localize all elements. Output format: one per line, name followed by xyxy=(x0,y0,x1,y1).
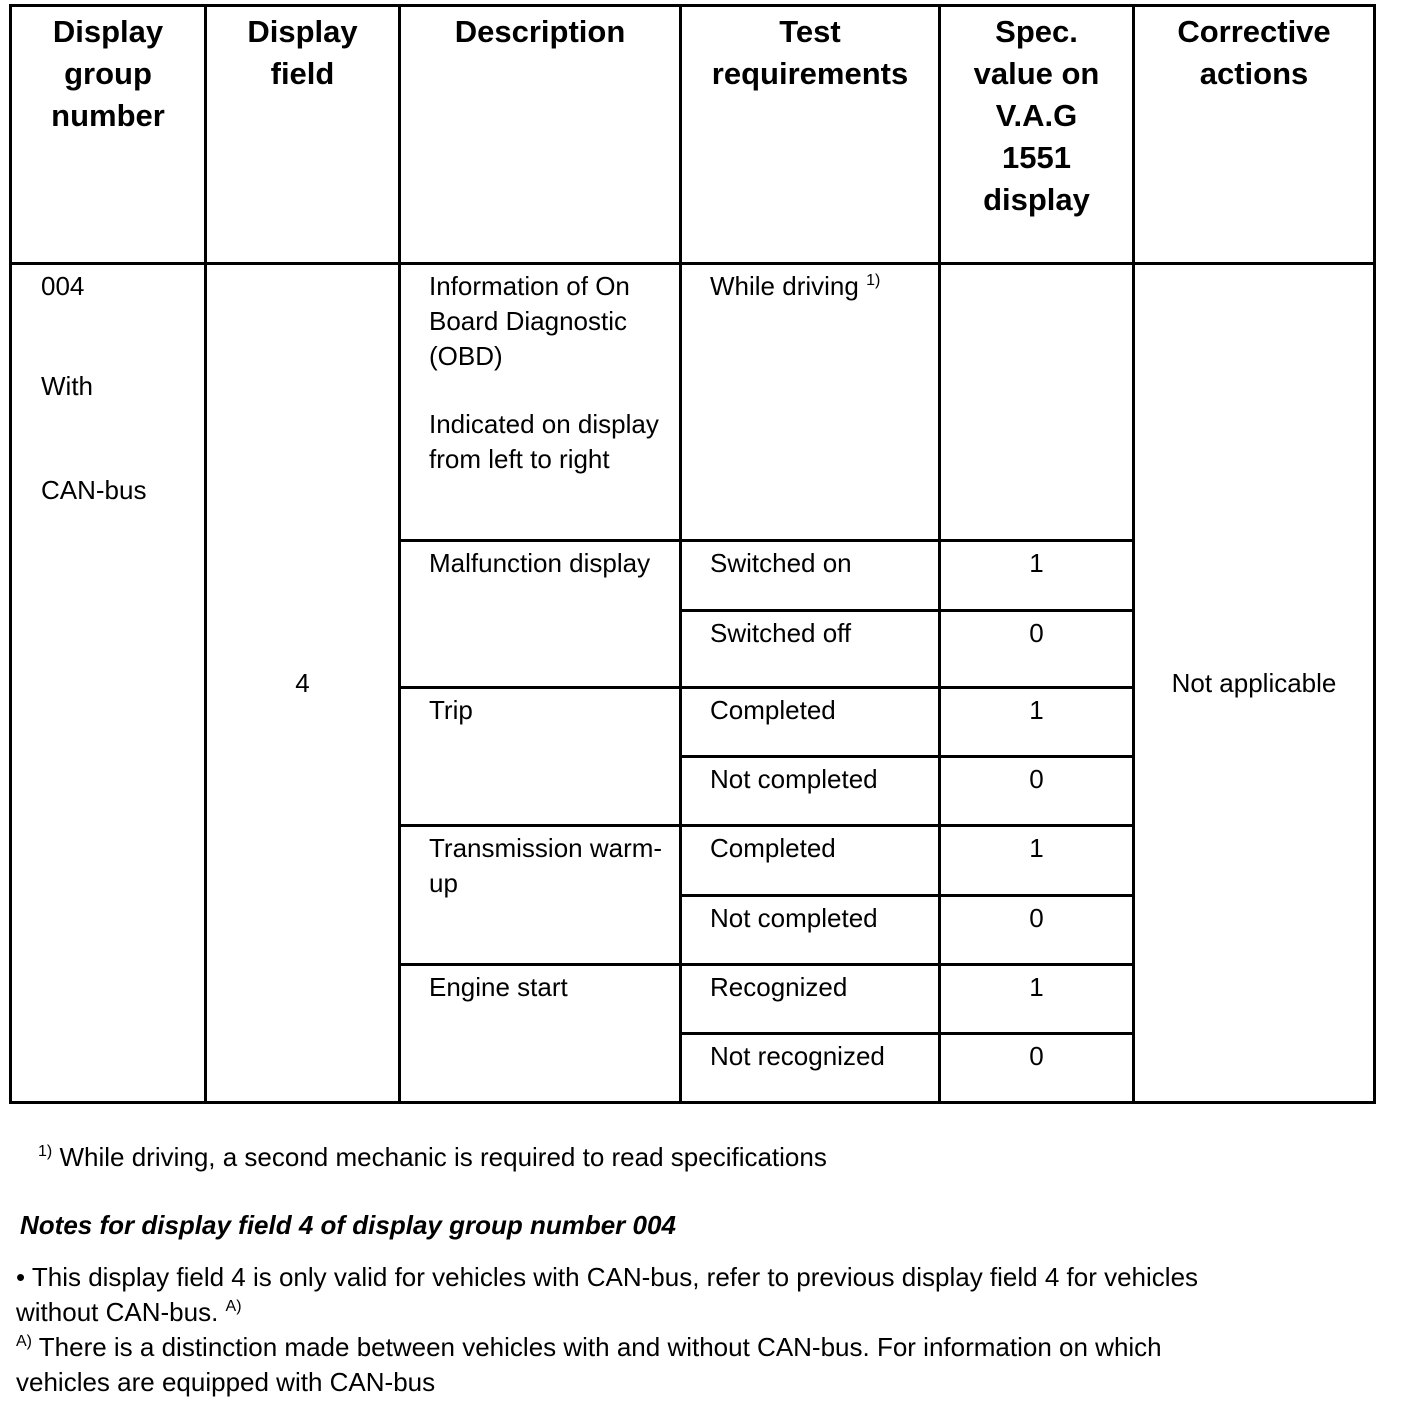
test-cell: Not recognized xyxy=(681,1033,940,1102)
notes-body xyxy=(16,1260,1216,1400)
description-cell xyxy=(400,264,681,541)
notes-second-marker: A) xyxy=(16,1333,32,1350)
spec-cell: 1 xyxy=(940,964,1134,1033)
description-cell: Malfunction display xyxy=(400,540,681,687)
specification-table xyxy=(9,4,1376,1104)
test-text: While driving xyxy=(710,271,859,302)
test-cell: Completed xyxy=(681,826,940,895)
notes-bullet-marker: A) xyxy=(225,1298,242,1315)
test-cell: Not completed xyxy=(681,895,940,964)
footnote-marker: 1) xyxy=(38,1143,53,1160)
description-cell: Transmission warm-up xyxy=(400,826,681,964)
notes-second xyxy=(16,1330,1216,1400)
test-cell: Switched on xyxy=(681,540,940,610)
header-corrective-actions: Corrective actions xyxy=(1134,6,1375,264)
test-cell xyxy=(681,264,940,541)
table-row xyxy=(11,264,1375,541)
footnote-text: While driving, a second mechanic is required to read specifications xyxy=(59,1142,827,1172)
test-cell: Not completed xyxy=(681,757,940,826)
display-field-cell: 4 xyxy=(206,264,400,1103)
footnote-marker: 1) xyxy=(866,272,881,290)
header-description: Description xyxy=(400,6,681,264)
footnote xyxy=(38,1140,827,1175)
spec-cell: 0 xyxy=(940,611,1134,688)
description-text: Indicated on display from left to right xyxy=(429,409,659,475)
description-cell: Engine start xyxy=(400,964,681,1102)
corrective-action-cell: Not applicable xyxy=(1134,264,1375,1103)
header-row xyxy=(11,6,1375,264)
group-canbus: CAN-bus xyxy=(41,475,147,506)
display-group-cell xyxy=(11,264,206,1103)
notes-bullet xyxy=(16,1260,1216,1330)
spec-cell xyxy=(940,264,1134,541)
notes-second-text: There is a distinction made between vehicles with and without CAN-bus. For information on which vehicles are equipped with CAN-bus xyxy=(16,1332,1162,1397)
description-cell: Trip xyxy=(400,688,681,826)
header-test-requirements: Test requirements xyxy=(681,6,940,264)
test-cell: Completed xyxy=(681,688,940,757)
header-spec-value: Spec. value on V.A.G 1551 display xyxy=(940,6,1134,264)
notes-title: Notes for display field 4 of display group number 004 xyxy=(20,1210,676,1240)
group-with: With xyxy=(41,371,93,402)
group-number: 004 xyxy=(41,271,85,302)
header-display-group-number: Display group number xyxy=(11,6,206,264)
notes-bullet-text: • This display field 4 is only valid for vehicles with CAN-bus, refer to previous display field 4 for vehicles without CAN-bus. xyxy=(16,1262,1199,1327)
header-display-field: Display field xyxy=(206,6,400,264)
spec-cell: 0 xyxy=(940,757,1134,826)
description-text: Information of On Board Diagnostic (OBD) xyxy=(429,271,630,372)
test-cell: Switched off xyxy=(681,611,940,688)
spec-cell: 0 xyxy=(940,895,1134,964)
spec-cell: 0 xyxy=(940,1033,1134,1102)
spec-cell: 1 xyxy=(940,540,1134,610)
spec-cell: 1 xyxy=(940,688,1134,757)
test-cell: Recognized xyxy=(681,964,940,1033)
spec-cell: 1 xyxy=(940,826,1134,895)
